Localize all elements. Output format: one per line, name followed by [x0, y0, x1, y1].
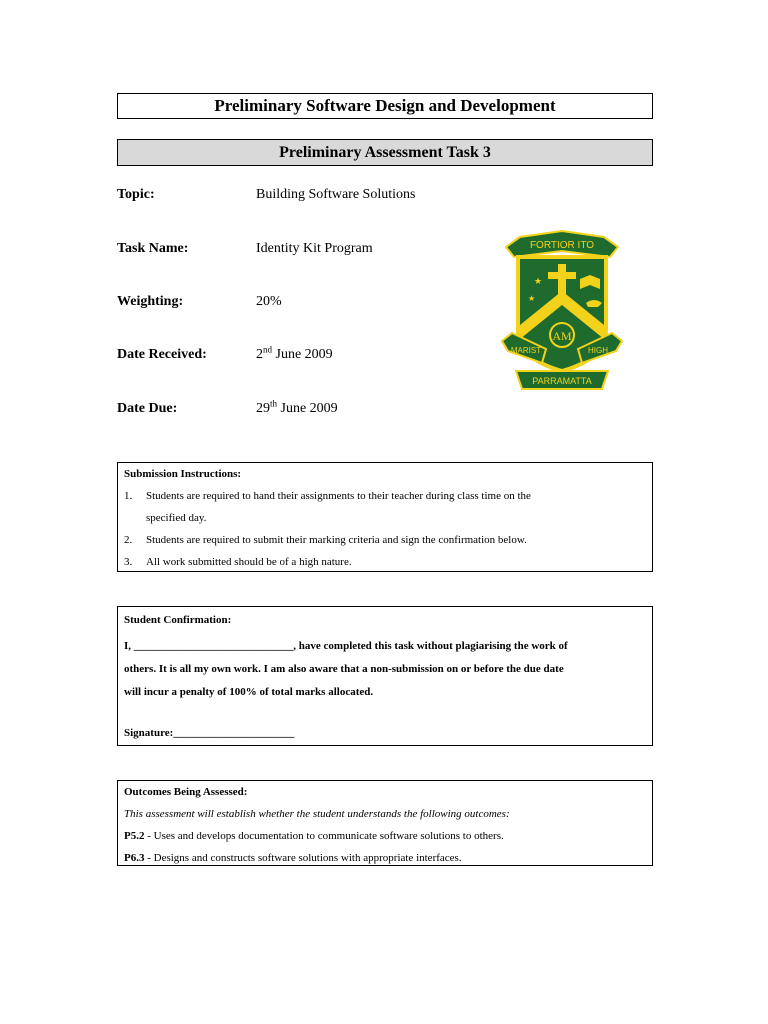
topic-label: Topic:: [117, 187, 155, 202]
list-item: 1. Students are required to hand their assignments to their teacher during class time on the: [124, 490, 531, 502]
list-item: 3. All work submitted should be of a high nature.: [124, 556, 352, 568]
student-confirmation-box: [117, 606, 653, 746]
weighting-value: 20%: [256, 294, 282, 309]
list-item: 2. Students are required to submit their marking criteria and sign the confirmation below.: [124, 534, 527, 546]
task-name-label: Task Name:: [117, 241, 189, 256]
date-received-value: 2nd June 2009: [256, 344, 333, 362]
topic-value: Building Software Solutions: [256, 187, 416, 202]
submission-title: Submission Instructions:: [124, 468, 242, 480]
svg-text:FORTIOR ITO: FORTIOR ITO: [529, 240, 595, 251]
svg-text:AM: AM: [552, 329, 572, 343]
document-title-box: [117, 93, 653, 119]
submission-instructions-box: [117, 462, 653, 572]
confirmation-statement: I, _____________________________, have completed this task without plagiarising the work of others. It is all my own work. I am also aware that a non-submission on or before the due date will incur a penalty of 100% of total marks allocated.: [124, 640, 568, 698]
svg-text:HIGH: HIGH: [588, 346, 608, 355]
outcomes-intro: This assessment will establish whether the student understands the following outcomes:: [124, 808, 510, 820]
date-due-label: Date Due:: [117, 401, 178, 416]
outcomes-title: Outcomes Being Assessed:: [124, 786, 248, 798]
svg-text:★: ★: [542, 305, 549, 313]
list-item: P5.2 - Uses and develops documentation to communicate software solutions to others.: [124, 830, 504, 842]
list-item-continuation: specified day.: [146, 512, 207, 524]
outcomes-box: [117, 780, 653, 866]
task-header: Preliminary Assessment Task 3: [279, 144, 491, 161]
svg-text:★: ★: [528, 294, 536, 303]
task-header-box: [117, 139, 653, 166]
date-received-label: Date Received:: [117, 347, 207, 362]
school-crest-logo: [498, 229, 626, 392]
task-name-value: Identity Kit Program: [256, 241, 373, 256]
weighting-label: Weighting:: [117, 294, 184, 309]
svg-text:★: ★: [534, 276, 543, 286]
svg-text:MARIST: MARIST: [510, 346, 542, 355]
confirmation-title: Student Confirmation:: [124, 614, 232, 626]
date-due-value: 29th June 2009: [256, 398, 338, 416]
list-item: P6.3 - Designs and constructs software solutions with appropriate interfaces.: [124, 852, 462, 864]
document-title: Preliminary Software Design and Development: [214, 96, 556, 115]
svg-text:PARRAMATTA: PARRAMATTA: [532, 376, 592, 386]
signature-line: Signature:______________________: [124, 727, 295, 739]
